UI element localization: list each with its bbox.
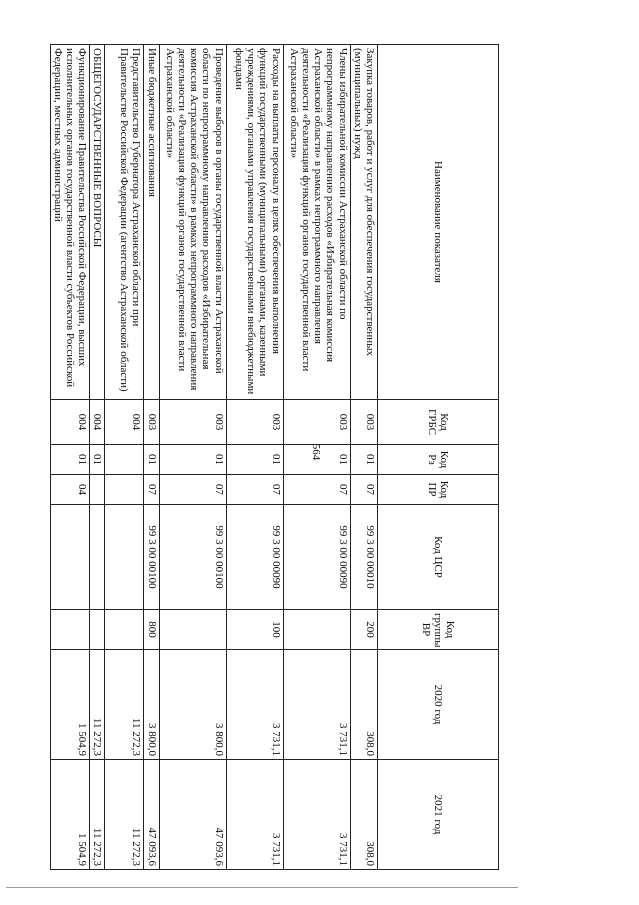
cell-rz: 01 [283,445,350,475]
header-vr: Код группы ВР [378,610,499,650]
cell-grbs: 004 [105,400,144,445]
cell-vr [90,610,105,650]
cell-csr [105,505,144,610]
cell-rz: 01 [50,445,90,475]
cell-grbs: 003 [144,400,159,445]
cell-csr [50,505,90,610]
cell-rz: 01 [226,445,283,475]
cell-2021: 1 504,9 [50,760,90,870]
cell-2020: 308,0 [350,650,377,760]
cell-2020: 3 800,0 [159,650,226,760]
cell-2020: 3 731,1 [283,650,350,760]
cell-2021: 3 731,1 [226,760,283,870]
scan-edge-line [6,887,518,888]
header-2021: 2021 год [378,760,499,870]
table-row [226,45,283,870]
budget-table [50,44,499,870]
cell-2020: 11 272,3 [105,650,144,760]
cell-name: Представительство Губернатора Астраханской области при Правительстве Российской Федерации (агентство Астраханской области) [105,45,144,400]
table-row [283,45,350,870]
cell-pr: 07 [283,475,350,505]
header-grbs: Код ГРБС [378,400,499,445]
cell-csr: 99 3 00 00090 [226,505,283,610]
cell-csr: 99 3 00 00090 [283,505,350,610]
table-row [50,45,90,870]
header-rz: Код Рз [378,445,499,475]
cell-2021: 3 731,1 [283,760,350,870]
cell-csr: 99 3 00 00010 [350,505,377,610]
cell-grbs: 003 [226,400,283,445]
table-row [90,45,105,870]
cell-grbs: 004 [50,400,90,445]
cell-grbs: 003 [350,400,377,445]
cell-vr [50,610,90,650]
cell-name: Иные бюджетные ассигнования [144,45,159,400]
cell-rz: 01 [350,445,377,475]
cell-2020: 1 504,9 [50,650,90,760]
budget-table-sheet [51,44,499,869]
cell-name: Функционирование Правительства Российской Федерации, высших исполнительных органов государственной власти субъектов Российской Федерации, местных администраций [50,45,90,400]
cell-rz: 01 [90,445,105,475]
cell-2020: 3 800,0 [144,650,159,760]
cell-rz: 01 [144,445,159,475]
cell-vr: 800 [144,610,159,650]
cell-csr: 99 3 00 00100 [159,505,226,610]
cell-vr [105,610,144,650]
cell-2021: 11 272,3 [90,760,105,870]
table-row [350,45,377,870]
cell-name: Закупка товаров, работ и услуг для обеспечения государственных (муниципальных) нужд [350,45,377,400]
cell-pr [90,475,105,505]
cell-csr [90,505,105,610]
cell-name: Проведение выборов в органы государственной власти Астраханской области по непрограммному направлению расходов «Избирательная комиссия Астраханской области» в рамках непрограммного направления деятельности «Реализация функций органов государственной власти Астраханской области» [159,45,226,400]
cell-2021: 308,0 [350,760,377,870]
table-row [159,45,226,870]
cell-pr [105,475,144,505]
cell-rz: 01 [159,445,226,475]
cell-vr: 200 [350,610,377,650]
cell-pr: 07 [144,475,159,505]
table-row [105,45,144,870]
cell-2021: 11 272,3 [105,760,144,870]
cell-pr: 04 [50,475,90,505]
cell-csr: 99 3 00 00100 [144,505,159,610]
cell-pr: 07 [226,475,283,505]
cell-grbs: 004 [90,400,105,445]
cell-2021: 47 093,6 [159,760,226,870]
cell-2021: 47 093,6 [144,760,159,870]
cell-vr [283,610,350,650]
cell-2020: 3 731,1 [226,650,283,760]
cell-name: Расходы на выплаты персоналу в целях обеспечения выполнения функций государственными (муниципальными) органами, казенными учреждениями, органами управления государственными внебюджетными фондами [226,45,283,400]
table-row [144,45,159,870]
cell-rz [105,445,144,475]
header-csr: Код ЦСР [378,505,499,610]
header-2020: 2020 год [378,650,499,760]
cell-vr: 100 [226,610,283,650]
cell-name: Члены избирательной комиссии Астраханской области по непрограммному направлению расходов «Избирательная комиссия Астраханской области» в рамках непрограммного направления деятельности «Реализация функций органов государственной власти Астраханской области» [283,45,350,400]
cell-grbs: 003 [159,400,226,445]
cell-name: ОБЩЕГОСУДАРСТВЕННЫЕ ВОПРОСЫ [90,45,105,400]
cell-2020: 11 272,3 [90,650,105,760]
cell-pr: 07 [159,475,226,505]
header-pr: Код ПР [378,475,499,505]
page-number: 564 [310,443,322,461]
cell-vr [159,610,226,650]
table-header-row [378,45,499,870]
cell-pr: 07 [350,475,377,505]
header-name: Наименование показателя [378,45,499,400]
cell-grbs: 003 [283,400,350,445]
